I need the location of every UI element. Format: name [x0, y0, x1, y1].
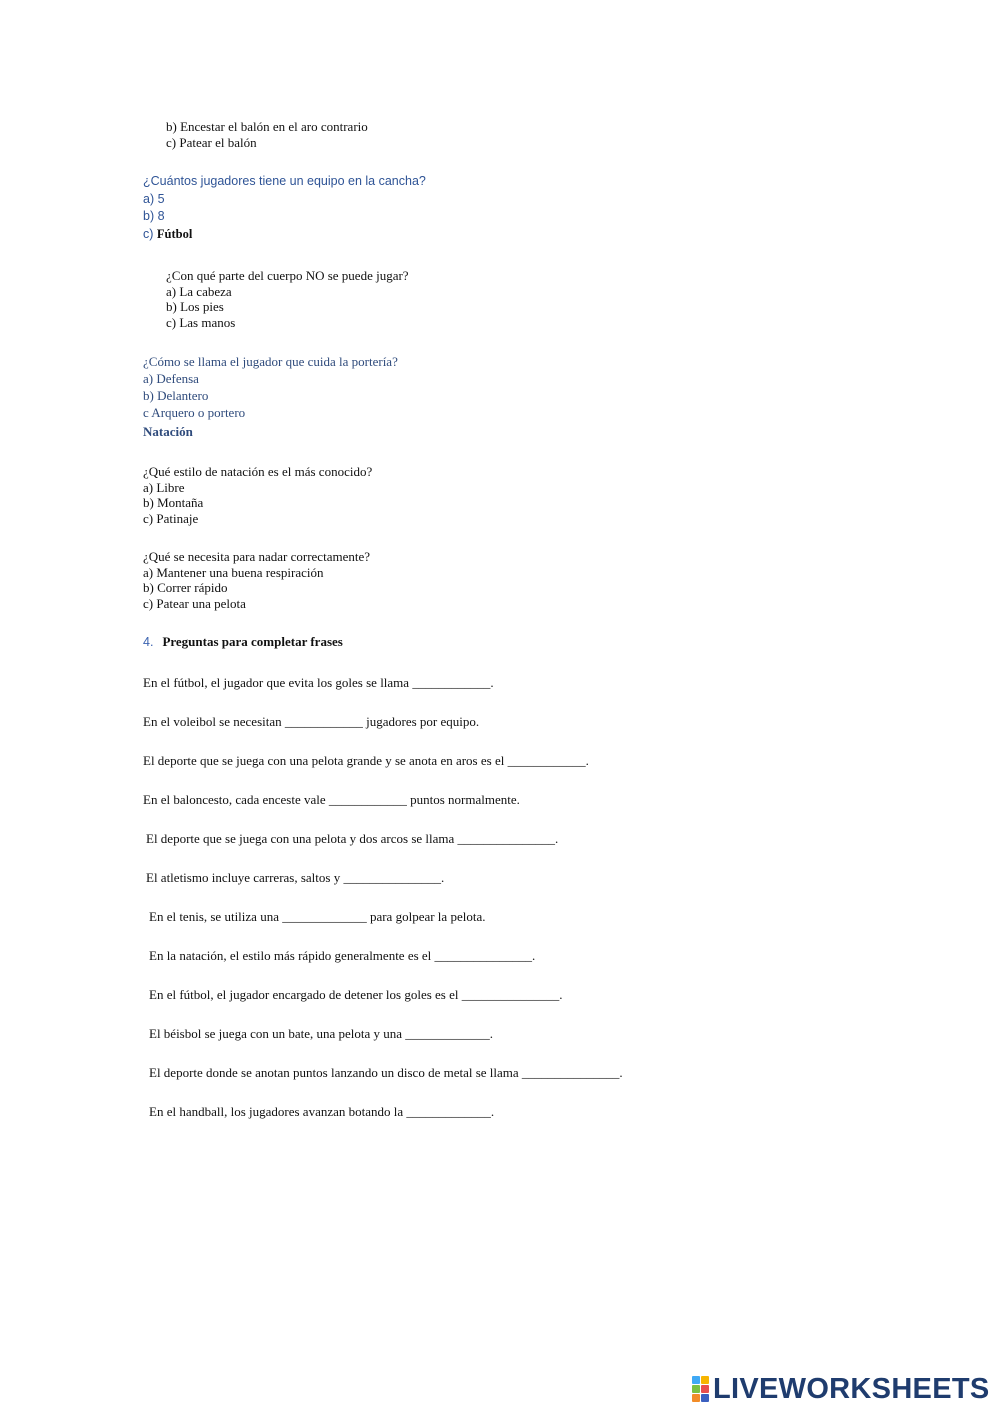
sentence-1: En el fútbol, el jugador que evita los goles se llama ____________. [143, 675, 494, 690]
option-a: a) Libre [143, 479, 185, 495]
option-b: b) Los pies [166, 299, 224, 314]
option-a: a) 5 [143, 191, 165, 206]
sentence-4: En el baloncesto, cada enceste vale ____________ puntos normalmente. [143, 792, 520, 807]
sentence-3: El deporte que se juega con una pelota grande y se anota en aros es el ____________. [143, 753, 589, 768]
logo-tile [692, 1376, 700, 1384]
question-text: ¿Cuántos jugadores tiene un equipo en la cancha? [143, 174, 426, 188]
option-c: c) Las manos [166, 314, 236, 330]
section-number: 4. [143, 635, 154, 649]
option-b: b) Correr rápido [143, 580, 228, 595]
sentence-10: El béisbol se juega con un bate, una pelota y una _____________. [149, 1026, 494, 1041]
logo-tile [692, 1385, 700, 1393]
liveworksheets-logo [692, 1374, 990, 1404]
option-b: b) 8 [143, 209, 165, 223]
section-4-title [143, 634, 343, 650]
question-players [143, 173, 426, 243]
sentence-6: El atletismo incluye carreras, saltos y _______________. [146, 870, 445, 885]
sentence-9: En el fútbol, el jugador encargado de detener los goles es el _______________. [149, 987, 563, 1002]
logo-tile [701, 1385, 709, 1393]
section-heading-natacion: Natación [143, 424, 193, 439]
option-a: a) La cabeza [166, 283, 232, 299]
option-c: c) Patear el balón [166, 134, 257, 150]
option-a: a) Defensa [143, 371, 199, 386]
sentence-11: El deporte donde se anotan puntos lanzando un disco de metal se llama _______________. [149, 1065, 623, 1080]
sentence-7: En el tenis, se utiliza una _____________ para golpear la pelota. [149, 909, 486, 924]
section-title: Preguntas para completar frases [162, 634, 343, 649]
option-c: c Arquero o portero [143, 405, 246, 420]
option-b: b) Montaña [143, 495, 204, 510]
logo-tile [701, 1376, 709, 1384]
logo-wordmark: LIVEWORKSHEETS [713, 1373, 990, 1405]
basket-options [166, 119, 368, 150]
option-c [143, 226, 426, 244]
question-body [166, 268, 409, 330]
question-style [143, 464, 372, 526]
option-c: c) Patinaje [143, 510, 199, 526]
question-goalkeeper [143, 353, 398, 421]
sentence-2: En el voleibol se necesitan ____________ jugadores por equipo. [143, 714, 480, 729]
question-text: ¿Cómo se llama el jugador que cuida la portería? [143, 354, 398, 369]
sentence-5: El deporte que se juega con una pelota y dos arcos se llama _______________. [146, 831, 559, 846]
sentence-12: En el handball, los jugadores avanzan botando la _____________. [149, 1104, 495, 1119]
option-b: b) Encestar el balón en el aro contrario [166, 119, 368, 134]
question-text: ¿Qué se necesita para nadar correctamente? [143, 549, 370, 564]
question-text: ¿Qué estilo de natación es el más conocido? [143, 464, 373, 479]
option-c: c) Patear una pelota [143, 595, 246, 611]
question-text: ¿Con qué parte del cuerpo NO se puede jugar? [166, 268, 409, 283]
question-swim [143, 549, 370, 611]
option-a: a) Mantener una buena respiración [143, 564, 324, 580]
sentence-8: En la natación, el estilo más rápido generalmente es el _______________. [149, 948, 536, 963]
logo-icon [692, 1376, 709, 1402]
option-c-prefix: c) [143, 226, 157, 241]
logo-tile [701, 1394, 709, 1402]
section-futbol: Fútbol [156, 226, 193, 241]
option-b: b) Delantero [143, 388, 209, 403]
logo-tile [692, 1394, 700, 1402]
